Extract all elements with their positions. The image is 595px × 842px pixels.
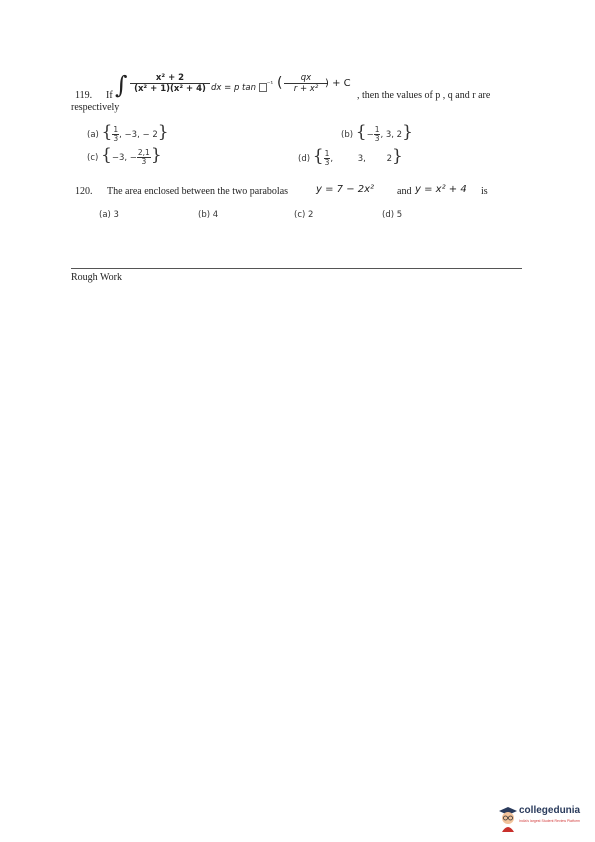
option-label: (d) <box>298 154 311 164</box>
dx-equals-p-tan: dx = p tan $^{^{-1}}$ <box>211 80 274 93</box>
option-119-b[interactable]: (b) {− $\frac{1}{3}$ , 3, 2} <box>341 122 413 143</box>
q119-tail-text: , then the values of p , q and r are <box>357 90 491 101</box>
section-divider <box>71 268 522 269</box>
integrand-fraction <box>130 73 210 94</box>
rough-work-label: Rough Work <box>71 272 122 283</box>
integral-sign: ∫ <box>115 71 128 99</box>
respectively-text: respectively <box>71 102 120 113</box>
inverse-superscript: ⁻¹ <box>266 80 274 88</box>
option-119-a[interactable]: (a) { $\frac{1}{3}$ , −3, − 2} <box>87 122 169 143</box>
question-number-119: 119. <box>75 90 93 101</box>
integrand-denominator: (x² + 1)(x² + 4) <box>134 84 206 94</box>
logo-wordmark: collegedunia <box>519 805 581 816</box>
option-120-b[interactable]: (b) 4 <box>198 210 219 220</box>
option-119-c[interactable]: (c) {−3, − $\frac{2,1}{3}$ } <box>87 145 162 166</box>
option-120-a[interactable]: (a) 3 <box>99 210 119 220</box>
option-120-c[interactable]: (c) 2 <box>294 210 314 220</box>
collegedunia-logo[interactable] <box>497 802 595 832</box>
option-label: (b) <box>341 130 354 140</box>
logo-tagline: India's largest Student Review Platform <box>519 819 580 823</box>
q120-equation-2: y = x² + 4 <box>415 184 467 195</box>
q120-equation-1: y = 7 − 2x² <box>316 184 375 195</box>
q120-text: The area enclosed between the two parabolas <box>107 186 289 197</box>
option-119-d[interactable]: (d) { $\frac{1}{3}$ , 3, 2} <box>298 146 403 167</box>
plus-c: ) + C <box>325 78 351 89</box>
arg-denominator: r + x² <box>293 84 319 94</box>
arg-numerator: qx <box>284 73 328 84</box>
option-label: (a) <box>87 130 99 140</box>
q120-is: is <box>481 186 488 197</box>
open-paren: ( <box>277 75 283 91</box>
option-label: (c) <box>87 153 99 163</box>
q120-and: and <box>397 186 412 197</box>
integrand-numerator: x² + 2 <box>130 73 210 84</box>
option-120-d[interactable]: (d) 5 <box>382 210 403 220</box>
if-word: If <box>106 90 113 101</box>
question-number-120: 120. <box>75 186 93 197</box>
graduate-mascot-icon <box>497 802 519 832</box>
argument-fraction <box>284 73 328 94</box>
missing-glyph-box <box>259 83 267 92</box>
